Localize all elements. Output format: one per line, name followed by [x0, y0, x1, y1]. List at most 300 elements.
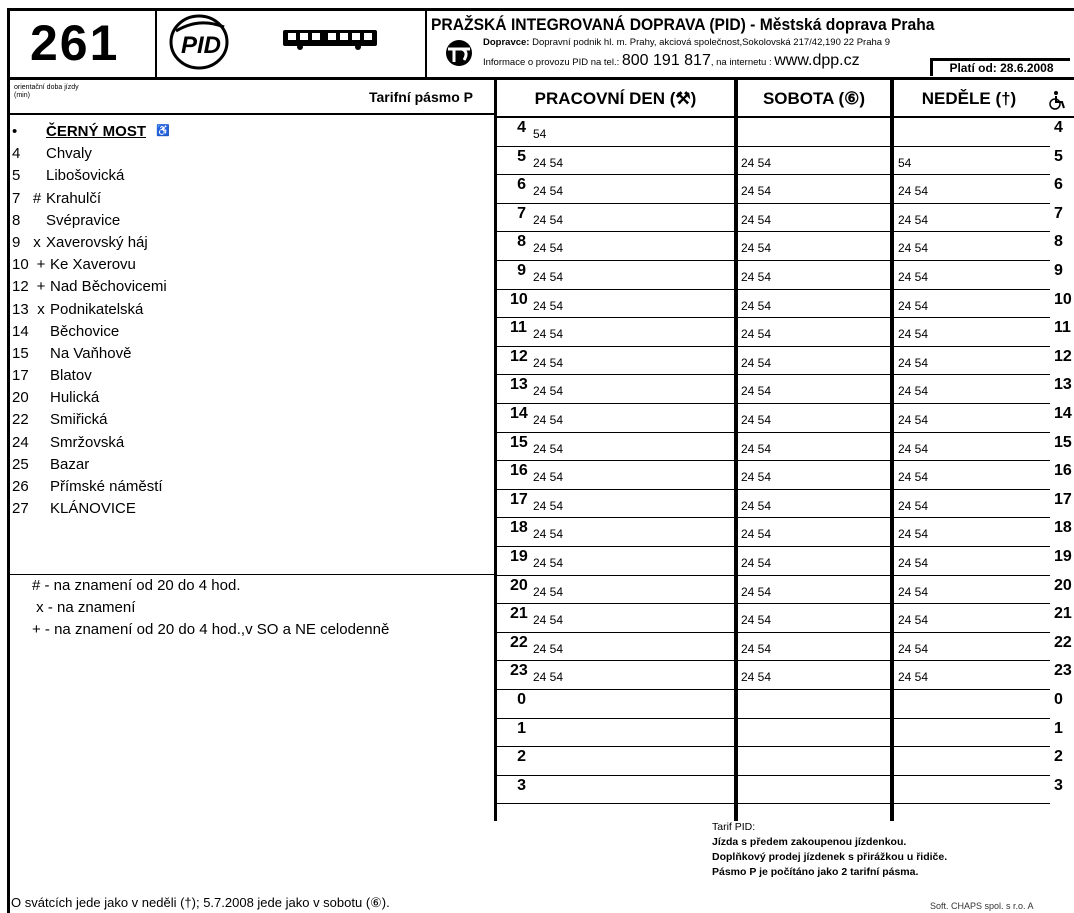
- carrier-label: Dopravce:: [483, 37, 530, 48]
- stop-row: [12, 232, 482, 254]
- minutes-sunday: 24 54: [898, 270, 929, 284]
- stop-row: [12, 143, 482, 165]
- stop-time: 7: [12, 189, 21, 207]
- row-divider: [738, 174, 890, 175]
- hour-label: 23: [510, 662, 528, 680]
- stop-name: Na Vaňhově: [50, 344, 132, 362]
- holiday-note: O svátcích jede jako v neděli (†); 5.7.2008 jede jako v sobotu (⑥).: [11, 895, 390, 910]
- hour-label-right: 7: [1054, 204, 1063, 222]
- minutes-sunday: 24 54: [898, 470, 929, 485]
- hour-label: 14: [510, 405, 528, 422]
- row-divider: [738, 346, 890, 347]
- minutes-sunday: 24 54: [898, 184, 929, 199]
- stop-time: 24: [12, 433, 29, 451]
- hour-label-right: 0: [1054, 691, 1063, 708]
- minutes-weekday: 24 54: [533, 470, 564, 485]
- stop-list: [12, 121, 482, 520]
- minutes-sunday: 24 54: [898, 498, 929, 513]
- stop-row: [12, 276, 482, 298]
- row-divider: [530, 203, 734, 204]
- minutes-sunday: 24 54: [898, 441, 929, 456]
- hour-label-right: 15: [1054, 433, 1072, 451]
- stop-time: 4: [12, 145, 21, 163]
- row-divider: [894, 231, 1050, 232]
- table-header-bottom: [494, 116, 1074, 118]
- hour-label-right: 12: [1054, 347, 1072, 365]
- hour-label: 1: [517, 719, 526, 737]
- row-divider: [894, 374, 1050, 375]
- pid-logo: [168, 13, 230, 71]
- hour-divider: [494, 689, 530, 690]
- row-divider: [894, 603, 1050, 604]
- hour-label: 19: [510, 548, 528, 565]
- stop-name: Ke Xaverovu: [50, 256, 136, 274]
- stop-row: [12, 476, 482, 498]
- row-divider: [894, 403, 1050, 404]
- phone-number: 800 191 817: [621, 52, 711, 69]
- hour-label-right: 20: [1054, 576, 1072, 594]
- minutes-weekday: 24 54: [533, 413, 564, 427]
- hour-label: 21: [510, 605, 528, 623]
- row-divider: [894, 432, 1050, 433]
- row-divider: [738, 374, 890, 375]
- minutes-saturday: 24 54: [741, 212, 772, 227]
- minutes-saturday: 24 54: [741, 413, 772, 427]
- minutes-saturday: 24 54: [741, 584, 772, 599]
- hour-label-right: 18: [1054, 519, 1072, 537]
- row-divider: [894, 346, 1050, 347]
- hour-divider: [494, 775, 530, 776]
- hour-label: 22: [510, 633, 528, 651]
- valid-from: Platí od: 28.6.2008: [930, 58, 1070, 76]
- row-divider: [894, 632, 1050, 633]
- stop-name: Libošovická: [46, 167, 125, 185]
- stop-name: Podnikatelská: [50, 300, 144, 318]
- minutes-saturday: 24 54: [741, 355, 772, 370]
- hour-label: 5: [517, 147, 526, 165]
- row-divider: [530, 403, 734, 404]
- hour-label: 7: [517, 204, 526, 222]
- row-divider: [738, 489, 890, 490]
- hour-label: 15: [510, 433, 528, 451]
- weekday-col-border: [734, 78, 738, 821]
- hour-label: 6: [517, 176, 526, 194]
- stop-row: [12, 254, 482, 276]
- stop-row: [12, 432, 482, 454]
- accessible-icon: [1047, 90, 1069, 110]
- row-divider: [530, 231, 734, 232]
- minutes-saturday: 24 54: [741, 384, 772, 399]
- row-divider: [530, 718, 734, 719]
- hour-divider: [494, 260, 530, 261]
- stop-name: Smržovská: [50, 433, 125, 451]
- info-prefix: Informace o provozu PID na tel.:: [483, 57, 620, 68]
- row-divider: [530, 289, 734, 290]
- hour-divider: [494, 603, 530, 604]
- row-divider: [738, 632, 890, 633]
- stop-name: Nad Běchovicemi: [50, 278, 167, 296]
- row-divider: [738, 718, 890, 719]
- minutes-sunday: 24 54: [898, 355, 929, 370]
- hour-label-right: 9: [1054, 262, 1063, 279]
- row-divider: [738, 603, 890, 604]
- hour-label-right: 22: [1054, 633, 1072, 651]
- minutes-sunday: 24 54: [898, 212, 929, 227]
- stop-time: •: [12, 123, 18, 140]
- col-head-saturday: SOBOTA (⑥): [762, 89, 866, 108]
- minutes-saturday: 24 54: [741, 155, 772, 170]
- legend: [32, 575, 389, 641]
- hour-label-right: 21: [1054, 605, 1072, 623]
- minutes-sunday: 24 54: [898, 298, 929, 313]
- hour-label: 17: [510, 490, 528, 508]
- hour-divider: [494, 746, 530, 747]
- stop-row: [12, 409, 482, 431]
- hour-label: 18: [510, 519, 528, 537]
- stop-mark: +: [36, 256, 46, 274]
- hour-label: 0: [517, 691, 526, 708]
- minutes-sunday: 24 54: [898, 641, 929, 656]
- stop-time: 17: [12, 367, 29, 385]
- stop-time: 8: [12, 211, 21, 229]
- row-divider: [894, 803, 1050, 804]
- hour-divider: [494, 460, 530, 461]
- stop-name: ČERNÝ MOST: [46, 123, 147, 140]
- row-divider: [530, 575, 734, 576]
- row-divider: [894, 146, 1050, 147]
- stop-name: Blatov: [50, 367, 92, 385]
- hour-label: 13: [510, 376, 528, 394]
- software-credit: Soft. CHAPS spol. s r.o. A: [930, 901, 1034, 911]
- hour-label: 3: [517, 776, 526, 794]
- minutes-saturday: 24 54: [741, 298, 772, 313]
- left-header-bottom: [7, 113, 494, 115]
- row-divider: [530, 460, 734, 461]
- row-divider: [738, 575, 890, 576]
- stop-time: 14: [12, 322, 29, 340]
- minutes-weekday: 24 54: [533, 212, 564, 227]
- minutes-weekday: 24 54: [533, 298, 564, 313]
- stop-time: 10: [12, 256, 29, 274]
- stop-row: [12, 188, 482, 210]
- row-divider: [738, 460, 890, 461]
- legend-item: x - na znamení: [32, 599, 136, 616]
- header-bottom: [7, 77, 1074, 80]
- row-divider: [530, 546, 734, 547]
- hour-label: 11: [510, 319, 527, 337]
- stop-time: 26: [12, 478, 29, 495]
- minutes-weekday: 24 54: [533, 155, 564, 170]
- minutes-sunday: 24 54: [898, 527, 929, 542]
- minutes-weekday: 54: [533, 127, 547, 141]
- row-divider: [738, 289, 890, 290]
- stop-time: 20: [12, 389, 29, 407]
- hour-divider: [494, 718, 530, 719]
- stop-row: [12, 321, 482, 343]
- stop-row: [12, 387, 482, 409]
- row-divider: [738, 432, 890, 433]
- minutes-weekday: 24 54: [533, 355, 564, 370]
- row-divider: [530, 432, 734, 433]
- minutes-saturday: 24 54: [741, 470, 772, 485]
- minutes-saturday: 24 54: [741, 241, 772, 256]
- minutes-weekday: 24 54: [533, 270, 564, 284]
- minutes-saturday: 24 54: [741, 556, 772, 570]
- legend-item: + - na znamení od 20 do 4 hod.,v SO a NE celodenně: [32, 621, 390, 638]
- minutes-weekday: 24 54: [533, 241, 564, 256]
- hour-divider: [494, 374, 530, 375]
- tariff-title: Tarif PID:: [712, 821, 756, 833]
- hour-label-right: 2: [1054, 748, 1063, 766]
- stop-name: Hulická: [50, 389, 100, 407]
- stop-name: Smiřická: [50, 411, 108, 429]
- minutes-saturday: 24 54: [741, 498, 772, 513]
- row-divider: [894, 460, 1050, 461]
- hour-label-right: 16: [1054, 462, 1072, 480]
- row-divider: [530, 317, 734, 318]
- stop-time: 12: [12, 278, 29, 296]
- hour-divider: [494, 146, 530, 147]
- stop-row: [12, 498, 482, 520]
- stop-mark: #: [32, 189, 42, 207]
- hour-label: 8: [517, 233, 526, 251]
- hour-label-right: 23: [1054, 662, 1072, 680]
- minutes-weekday: 24 54: [533, 184, 564, 199]
- row-divider: [894, 517, 1050, 518]
- stop-mark: +: [36, 278, 46, 296]
- minutes-sunday: 24 54: [898, 413, 929, 427]
- row-divider: [738, 803, 890, 804]
- row-divider: [894, 689, 1050, 690]
- minutes-saturday: 24 54: [741, 270, 772, 284]
- hour-label-right: 3: [1054, 776, 1063, 794]
- carrier-text: Dopravní podnik hl. m. Prahy, akciová společnost,Sokolovská 217/42,190 22 Praha 9: [529, 37, 890, 48]
- minutes-weekday: 24 54: [533, 498, 564, 513]
- minutes-weekday: 24 54: [533, 641, 564, 656]
- minutes-saturday: 24 54: [741, 670, 772, 685]
- svg-text:PID: PID: [181, 32, 222, 59]
- minutes-weekday: 24 54: [533, 384, 564, 399]
- row-divider: [738, 775, 890, 776]
- minutes-saturday: 24 54: [741, 441, 772, 456]
- minutes-saturday: 24 54: [741, 184, 772, 199]
- row-divider: [530, 146, 734, 147]
- stop-time: 27: [12, 500, 29, 518]
- stop-row: [12, 299, 482, 321]
- col-head-weekday: PRACOVNÍ DEN (⚒): [534, 89, 697, 108]
- minutes-sunday: 54: [898, 155, 912, 170]
- row-divider: [530, 803, 734, 804]
- stop-name: Svépravice: [46, 211, 121, 229]
- minutes-weekday: 24 54: [533, 441, 564, 456]
- stop-row: [12, 210, 482, 232]
- frame-top: [7, 8, 1074, 11]
- stop-time: 25: [12, 455, 29, 473]
- hour-label-right: 4: [1054, 119, 1063, 136]
- row-divider: [738, 689, 890, 690]
- row-divider: [894, 718, 1050, 719]
- row-divider: [894, 203, 1050, 204]
- info-mid: , na internetu :: [710, 57, 772, 68]
- minutes-sunday: 24 54: [898, 327, 929, 342]
- row-divider: [738, 231, 890, 232]
- row-divider: [530, 632, 734, 633]
- hour-label-right: 17: [1054, 490, 1072, 508]
- stop-time: 5: [12, 167, 21, 185]
- hour-label-right: 11: [1054, 319, 1071, 337]
- row-divider: [894, 546, 1050, 547]
- row-divider: [530, 489, 734, 490]
- travel-time-note: orientační doba jízdy (min): [14, 84, 79, 99]
- row-divider: [894, 746, 1050, 747]
- minutes-sunday: 24 54: [898, 384, 929, 399]
- hour-divider: [494, 346, 530, 347]
- minutes-weekday: 24 54: [533, 327, 564, 342]
- row-divider: [530, 517, 734, 518]
- row-divider: [894, 317, 1050, 318]
- stop-time: 13: [12, 300, 29, 318]
- minutes-saturday: 24 54: [741, 327, 772, 342]
- tariff-zone: Tarifní pásmo P: [369, 89, 473, 105]
- stop-name: Běchovice: [50, 322, 120, 340]
- hour-label-right: 14: [1054, 405, 1072, 422]
- stop-row: [12, 454, 482, 476]
- hour-label-right: 1: [1054, 719, 1063, 737]
- tariff-line-2: Doplňkový prodej jízdenek s přirážkou u řidiče.: [712, 851, 948, 863]
- minutes-saturday: 24 54: [741, 527, 772, 542]
- stop-row: [12, 343, 482, 365]
- stop-time: 15: [12, 344, 29, 362]
- org-title: PRAŽSKÁ INTEGROVANÁ DOPRAVA (PID) - Městská doprava Praha: [431, 15, 935, 34]
- bus-icon: [282, 28, 378, 50]
- row-divider: [738, 317, 890, 318]
- stop-name: Bazar: [50, 455, 90, 473]
- row-divider: [530, 689, 734, 690]
- tariff-line-1: Jízda s předem zakoupenou jízdenkou.: [712, 836, 907, 848]
- minutes-sunday: 24 54: [898, 613, 929, 628]
- hour-label-right: 19: [1054, 548, 1072, 565]
- stop-name: Přímské náměstí: [50, 478, 163, 495]
- row-divider: [894, 575, 1050, 576]
- row-divider: [738, 517, 890, 518]
- row-divider: [894, 489, 1050, 490]
- row-divider: [738, 746, 890, 747]
- row-divider: [738, 403, 890, 404]
- carrier-line: [483, 37, 890, 48]
- minutes-weekday: 24 54: [533, 556, 564, 570]
- col-head-sunday: NEDĚLE (†): [921, 89, 1017, 108]
- hour-divider: [494, 403, 530, 404]
- line-number: 261: [30, 15, 120, 71]
- row-divider: [738, 546, 890, 547]
- hour-divider: [494, 231, 530, 232]
- row-divider: [530, 603, 734, 604]
- hour-divider: [494, 489, 530, 490]
- hour-divider: [494, 546, 530, 547]
- hour-divider: [494, 660, 530, 661]
- hour-label-right: 8: [1054, 233, 1063, 251]
- hour-divider: [494, 517, 530, 518]
- hour-label-right: 13: [1054, 376, 1072, 394]
- website: www.dpp.cz: [774, 52, 860, 69]
- info-line: [483, 52, 860, 70]
- hour-divider: [494, 289, 530, 290]
- hour-divider: [494, 317, 530, 318]
- hour-label: 4: [517, 119, 526, 136]
- hour-label: 20: [510, 576, 528, 594]
- row-divider: [738, 260, 890, 261]
- hour-divider: [494, 803, 530, 804]
- row-divider: [530, 346, 734, 347]
- hour-label-right: 6: [1054, 176, 1063, 194]
- minutes-weekday: 24 54: [533, 670, 564, 685]
- row-divider: [738, 660, 890, 661]
- tariff-info: [712, 820, 947, 880]
- hour-divider: [494, 632, 530, 633]
- tariff-line-3: Pásmo P je počítáno jako 2 tarifní pásma.: [712, 866, 919, 878]
- row-divider: [530, 746, 734, 747]
- hour-label: 10: [510, 290, 528, 308]
- hour-label: 12: [510, 347, 528, 365]
- minutes-weekday: 24 54: [533, 613, 564, 628]
- legend-item: # - na znamení od 20 do 4 hod.: [32, 577, 241, 594]
- row-divider: [530, 174, 734, 175]
- minutes-sunday: 24 54: [898, 556, 929, 570]
- stop-row: [12, 121, 482, 143]
- row-divider: [894, 660, 1050, 661]
- row-divider: [894, 260, 1050, 261]
- stop-name: KLÁNOVICE: [50, 500, 136, 518]
- row-divider: [530, 260, 734, 261]
- dpp-logo: [442, 38, 476, 68]
- hour-label: 9: [517, 262, 526, 279]
- row-divider: [530, 775, 734, 776]
- minutes-saturday: 24 54: [741, 613, 772, 628]
- hour-label-right: 5: [1054, 147, 1063, 165]
- table-left-border: [494, 78, 497, 821]
- row-divider: [738, 203, 890, 204]
- stop-name: Chvaly: [46, 145, 92, 163]
- hour-divider: [494, 174, 530, 175]
- row-divider: [530, 374, 734, 375]
- minutes-weekday: 24 54: [533, 584, 564, 599]
- minutes-sunday: 24 54: [898, 241, 929, 256]
- minutes-sunday: 24 54: [898, 670, 929, 685]
- saturday-col-border: [890, 78, 894, 821]
- row-divider: [894, 289, 1050, 290]
- row-divider: [738, 146, 890, 147]
- stop-row: [12, 365, 482, 387]
- row-divider: [894, 174, 1050, 175]
- hour-label-right: 10: [1054, 290, 1072, 308]
- hour-divider: [494, 432, 530, 433]
- stop-time: 9: [12, 233, 21, 251]
- hour-label: 2: [517, 748, 526, 766]
- accessible-stop-icon: ♿: [156, 125, 170, 137]
- minutes-sunday: 24 54: [898, 584, 929, 599]
- stop-name: Xaverovský háj: [46, 233, 148, 251]
- stop-mark: x: [37, 300, 45, 318]
- stop-time: 22: [12, 411, 29, 429]
- hour-divider: [494, 203, 530, 204]
- row-divider: [894, 775, 1050, 776]
- stop-mark: x: [33, 233, 41, 251]
- stop-name: Krahulčí: [46, 189, 102, 207]
- stop-row: [12, 165, 482, 187]
- hour-label: 16: [510, 462, 528, 480]
- header-divider-1: [155, 8, 157, 78]
- hour-divider: [494, 575, 530, 576]
